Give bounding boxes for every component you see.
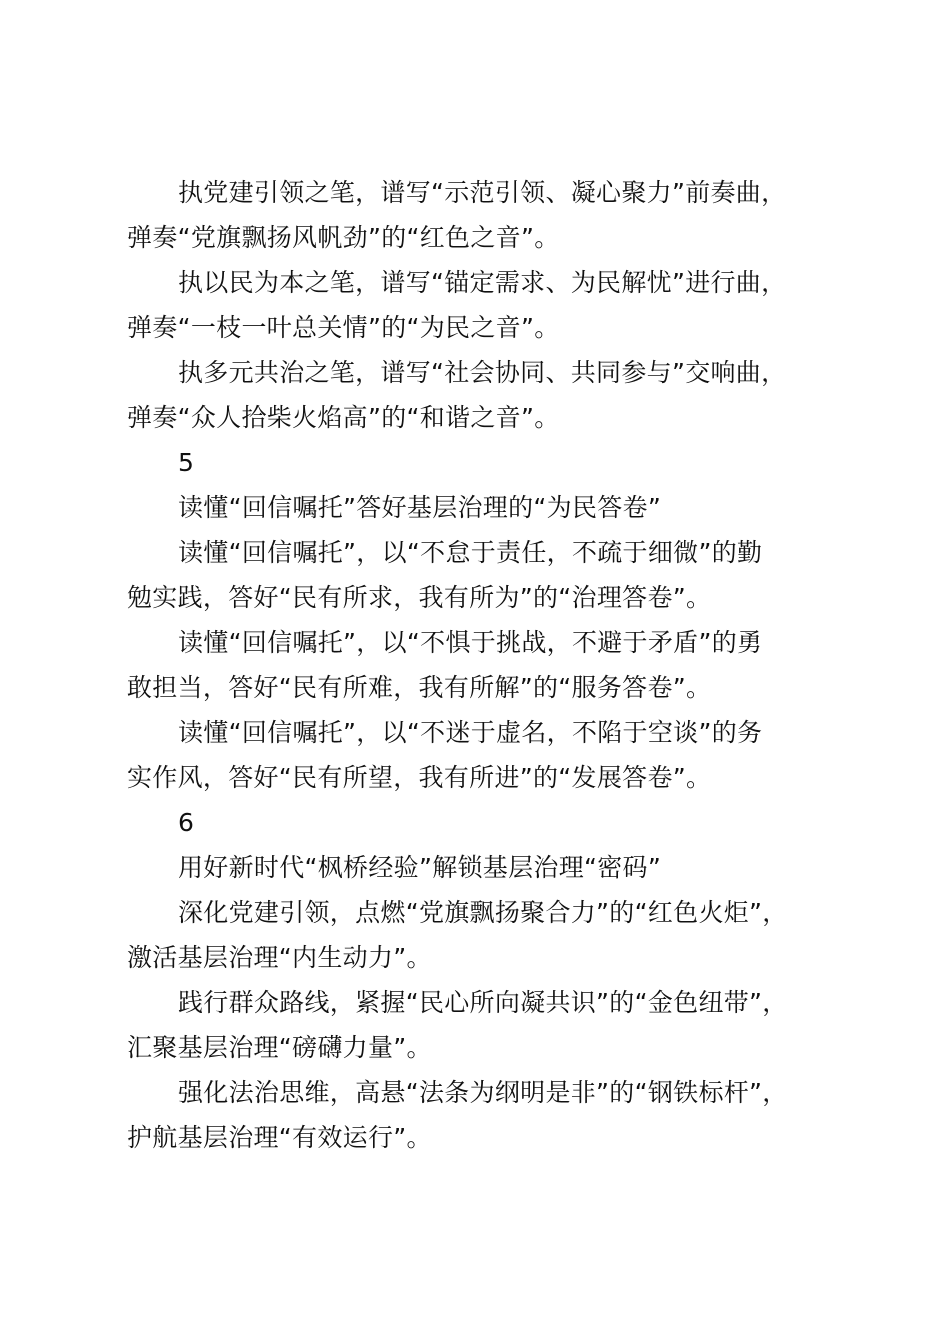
section-title: 用好新时代“枫桥经验”解锁基层治理“密码” (178, 853, 662, 882)
paragraph-line: 护航基层治理“有效运行”。 (127, 1123, 432, 1152)
paragraph-line: 实作风，答好“民有所望，我有所进”的“发展答卷”。 (127, 763, 712, 792)
paragraph-line: 强化法治思维，高悬“法条为纲明是非”的“钢铁标杆”， (178, 1078, 788, 1107)
paragraph-line: 践行群众路线，紧握“民心所向凝共识”的“金色纽带”， (178, 988, 788, 1017)
section-number: 5 (178, 448, 195, 477)
paragraph-line: 读懂“回信嘱托”，以“不惧于挑战，不避于矛盾”的勇 (178, 628, 763, 657)
paragraph-line: 读懂“回信嘱托”，以“不迷于虚名，不陷于空谈”的务 (178, 718, 763, 747)
paragraph-line: 执以民为本之笔，谱写“锚定需求、为民解忧”进行曲， (178, 268, 787, 297)
paragraph-line: 弹奏“一枝一叶总关情”的“为民之音”。 (127, 313, 560, 342)
paragraph-line: 执多元共治之笔，谱写“社会协同、共同参与”交响曲， (178, 358, 787, 387)
document-body (127, 170, 827, 1160)
paragraph-line: 勉实践，答好“民有所求，我有所为”的“治理答卷”。 (127, 583, 712, 612)
paragraph-line: 汇聚基层治理“磅礴力量”。 (127, 1033, 432, 1062)
paragraph-line: 弹奏“众人拾柴火焰高”的“和谐之音”。 (127, 403, 560, 432)
section-number: 6 (178, 808, 195, 837)
paragraph-line: 弹奏“党旗飘扬风帆劲”的“红色之音”。 (127, 223, 560, 252)
section-title: 读懂“回信嘱托”答好基层治理的“为民答卷” (178, 493, 662, 522)
paragraph-line: 深化党建引领，点燃“党旗飘扬聚合力”的“红色火炬”， (178, 898, 788, 927)
paragraph-line: 读懂“回信嘱托”，以“不怠于责任，不疏于细微”的勤 (178, 538, 763, 567)
paragraph-line: 激活基层治理“内生动力”。 (127, 943, 432, 972)
paragraph-line: 敢担当，答好“民有所难，我有所解”的“服务答卷”。 (127, 673, 712, 702)
paragraph-line: 执党建引领之笔，谱写“示范引领、凝心聚力”前奏曲， (178, 178, 787, 207)
